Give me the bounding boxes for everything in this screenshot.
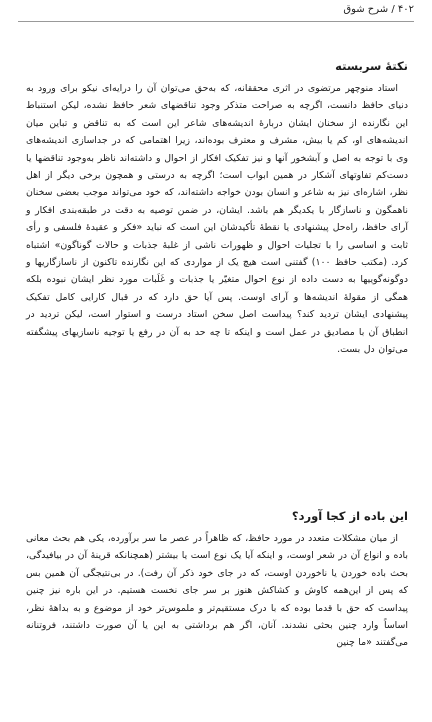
section-paragraph: از میان مشکلات متعدد در مورد حافظ، که ظاهراً در عصر ما سر برآورده، یکی هم بحث معانی باده و انواع آن در شعر اوست، و اینکه آیا یک نوع است یا بیشتر (همچنانکه قرینهٔ آن در بیافیدگی، بحث باده خوردن یا ناخوردن اوست، که در جای خود ذکر آن رفت). در بی‌نتیجگی آن همین بس که پس از این‌همه کاوش و کشاکش هنوز بر سر جای نخست هستیم. در این باره نیز چنین پیداست که حق با قدما بوده که با درک مستقیم‌تر و ملموس‌تر خود از موضوع و به بداههٔ نظر، اساساً وارد چنین بحثی نشدند. آنان، اگر هم برداشتی به این یا آن صورت داشتند، فروتنانه می‌گفتند «ما چنین xyxy=(26,533,408,649)
header-divider xyxy=(18,21,414,22)
section-hidden-point xyxy=(26,58,408,359)
section-paragraph: استاد منوچهر مرتضوی در اثری محققانه، که به‌حق می‌توان آن را درایه‌ای نیکو برای ورود به دنیای حافظ دانست، اگرچه به صراحت متذکر وجود تناقضهای شعر حافظ نشده، لیکن استنباط این نگارنده از سخنان ایشان دربارهٔ اندیشه‌های شاعر این است که به تناقض و تباین میان اندیشه‌های او، کم یا بیش، مشرف و معترف بوده‌اند، زیرا اهتمامی که در جداسازی اندیشه‌های وی با توجه به اصل و آبشخور آنها و نیز تفکیک افکار از احوال و داشته‌اند ناظر به‌وجود تناقضها یا دست‌کم تفاوتهای آشکار در همین ابواب است؛ اگرچه به درستی و همچون برخی دیگر از اهل نظر، اشاره‌ای نیز به شاعر و انسان بودن خواجه داشته‌اند، که خود می‌تواند موجب بعضی سخنان ناهمگون و ناسازگار با یکدیگر هم باشد. ایشان، در ضمن توصیه به دقت در طبقه‌بندی افکار و آرای حافظ، راه‌حل پیشنهادی یا نقطهٔ تأکیدشان این است که نباید «فکر و عقیدهٔ فلسفی و رأی ثابت و اساسی را با تجلیات احوال و ظهورات ناشی از غلبهٔ جذبات و حالات گوناگون» اشتباه کرد. (مکتب حافظ ۱۰۰) گفتنی است هیچ یک از مواردی که این نگارنده تاکنون از ناسازگاریها و دوگونه‌گوییها به دست داده از نوع احوال متغیّر یا جذبات و غَلَبات مورد نظر ایشان نبوده بلکه همگی از مقولهٔ اندیشه‌ها و آرای اوست. پس آیا حق دارد که در قبال کارایی کامل تفکیک پیشنهادی ایشان تردید کند؟ پیداست اصل سخن استاد درست و استوار است، لیکن تردید در انطباق آن با مصادیق در عمل است و اینکه تا چه حد به آن در رفع یا توجیه ناسازیهای پیشگفته می‌توان دل بست. xyxy=(26,83,408,356)
section-heading: نکتهٔ سربسته xyxy=(335,59,408,73)
page-number-and-title: ۴۰۲ / شرح شوق xyxy=(343,4,414,15)
section-heading: این باده از کجا آورد؟ xyxy=(291,509,408,523)
section-where-wine xyxy=(26,508,408,652)
running-header xyxy=(343,4,414,15)
